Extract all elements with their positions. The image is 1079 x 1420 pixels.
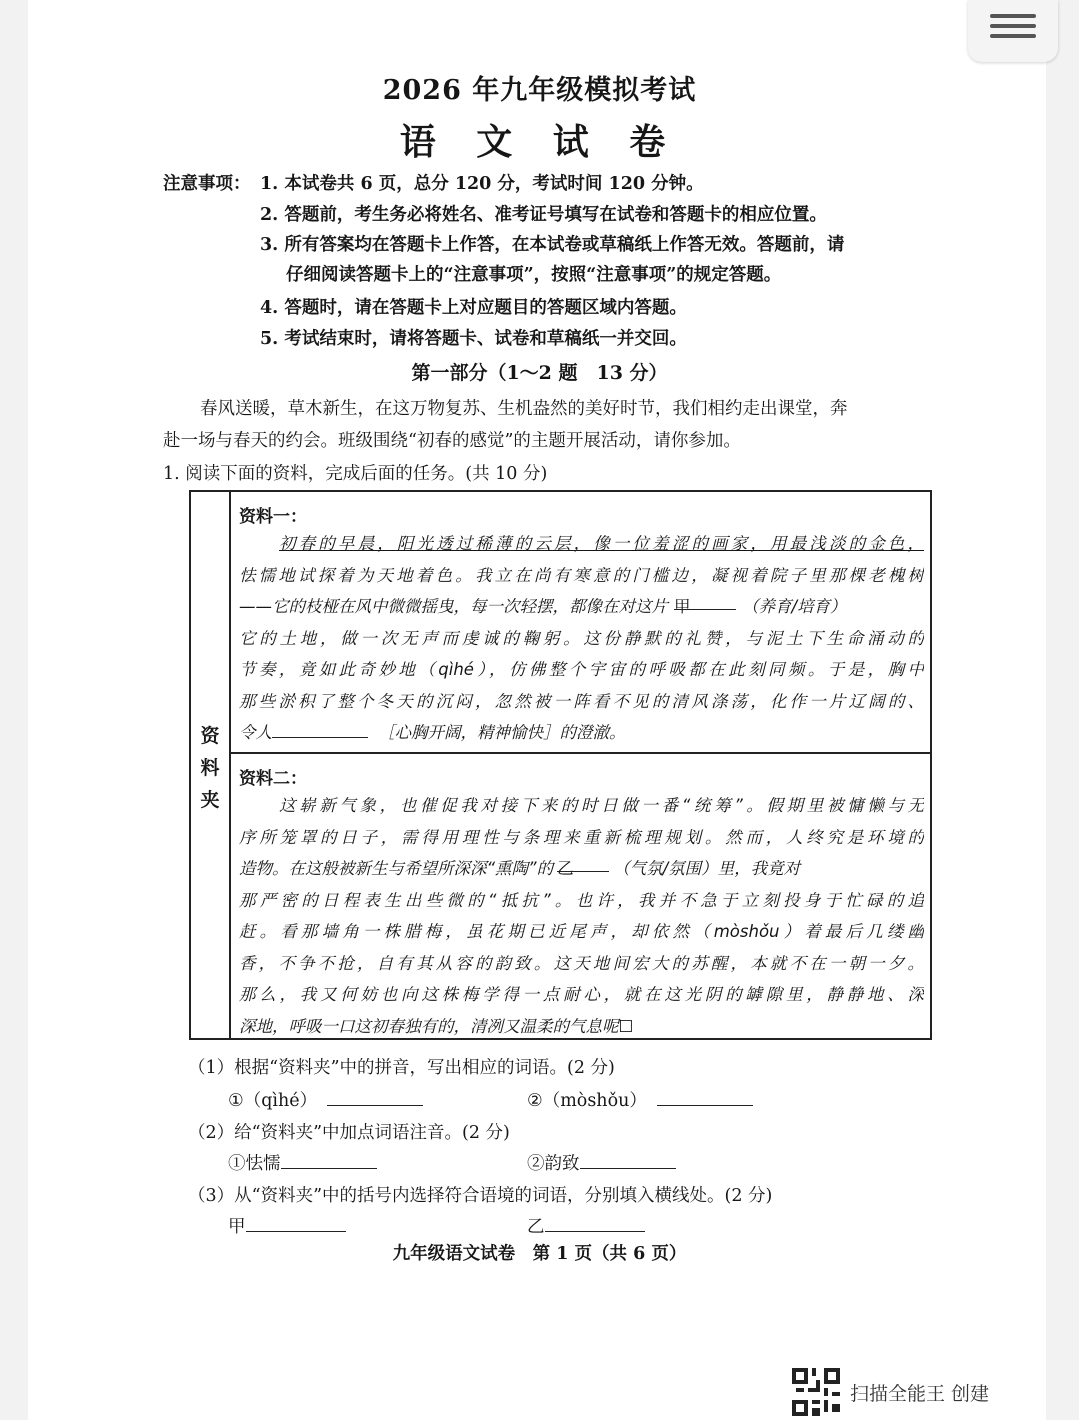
task-2-a [228,1150,377,1175]
material-1-text [239,528,924,749]
task-3: （3）从“资料夹”中的括号内选择符合语境的词语，分别填入横线处。(2 分) [188,1186,773,1206]
text-fragment: 造物。在这般被新生与希望所深深“熏陶”的 [239,859,554,878]
text-line: 怯懦地试探着为天地着色。我立在尚有寒意的门槛边，凝视着院子里那棵老槐树 [239,565,924,585]
text-line: 赶。看那墙角一株腊梅，虽花期已近尾声，却依然（mòshǒu）着最后几缕幽 [239,922,924,941]
text-line [239,591,924,623]
end-mark: ☐ [618,1016,634,1036]
material-2-text [239,790,924,1042]
intro-line: 赴一场与春天的约会。班级围绕“初春的感觉”的主题开展活动，请你参加。 [163,431,741,451]
notice-item: 5. 考试结束时，请将答题卡、试卷和草稿纸一并交回。 [260,329,687,349]
column-divider [229,492,231,1038]
watermark-text: 扫描全能王 创建 [850,1383,990,1405]
text-line: 这崭新气象，也催促我对接下来的时日做一番“统筹”。假期里被慵懒与无 [279,796,924,815]
section-title: 第一部分（1～2 题 13 分） [411,362,668,384]
answer-blank[interactable] [545,1213,645,1232]
menu-button[interactable] [968,0,1058,62]
answer-blank[interactable] [281,1150,377,1169]
question-1: 1. 阅读下面的资料，完成后面的任务。(共 10 分) [163,464,548,484]
qr-code-icon [792,1368,840,1416]
blank-label: 乙 [557,859,574,878]
text-line: 初春的早晨，阳光透过稀薄的云层，像一位羞涩的画家，用最浅淡的金色， [279,534,924,553]
text-fragment: 令人 [239,723,272,742]
folder-label: 资料夹 [200,725,220,811]
blank-yi [557,853,609,878]
notice-item: 4. 答题时，请在答题卡上对应题目的答题区域内答题。 [260,298,687,318]
text-line [239,853,924,885]
task-label: 乙 [527,1217,545,1237]
notice-item: 2. 答题前，考生务必将姓名、准考证号填写在试卷和答题卡的相应位置。 [260,205,827,225]
text-line [239,717,924,749]
text-fragment: （气氛/氛围）里，我竟对 [613,859,801,878]
text-line: 那些淤积了整个冬天的沉闷，忽然被一阵看不见的清风涤荡，化作一片辽阔的、 [239,691,924,711]
text-fragment: ——它的枝桠在风中微微摇曳，每一次轻摆，都像在对这片 [239,597,668,616]
notice-item: 1. 本试卷共 6 页，总分 120 分，考试时间 120 分钟。 [260,174,704,194]
task-1-b [527,1087,753,1112]
task-3-b [527,1213,645,1238]
text-line: 节奏，竟如此奇妙地（qìhé），仿佛整个宇宙的呼吸都在此刻同频。于是，胸中 [239,660,924,679]
text-fragment: （养育/培育） [742,597,847,616]
menu-icon [990,34,1036,38]
text-line: 序所笼罩的日子，需得用理性与条理来重新梳理规划。然而，人终究是环境的 [239,827,924,847]
text-line: 它的土地，做一次无声而虔诚的鞠躬。这份静默的礼赞，与泥土下生命涌动的 [239,628,924,648]
page-footer: 九年级语文试卷 第 1 页（共 6 页） [392,1244,687,1264]
menu-icon [990,24,1036,28]
text-fragment: 深地，呼吸一口这初春独有的，清冽又温柔的气息呢 [239,1016,619,1036]
answer-blank[interactable] [327,1087,423,1106]
text-line: 香，不争不抢，自有其从容的韵致。这天地间宏大的苏醒，本就不在一朝一夕。 [239,953,924,973]
notice-item: 3. 所有答案均在答题卡上作答，在本试卷或草稿纸上作答无效。答题前，请 [260,235,845,255]
answer-blank[interactable] [246,1213,346,1232]
subject-title: 语 文 试 卷 [399,121,680,163]
material-2-title: 资料二： [239,769,307,789]
text-fragment: ［心胸开阔，精神愉快］的澄澈。 [378,723,626,742]
task-3-a [228,1213,346,1238]
answer-blank[interactable] [657,1087,753,1106]
menu-icon [990,14,1036,18]
text-line: 那么，我又何妨也向这株梅学得一点耐心，就在这光阴的罅隙里，静静地、深 [239,985,924,1004]
task-2: （2）给“资料夹”中加点词语注音。(2 分) [188,1123,510,1143]
answer-blank[interactable] [580,1150,676,1169]
task-label: ②韵致 [527,1154,580,1174]
task-label: ②（mòshǒu） [527,1091,647,1111]
intro-line: 春风送暖，草木新生，在这万物复苏、生机盎然的美好时节，我们相约走出课堂，奔 [200,399,848,419]
material-1-title: 资料一： [239,507,307,527]
task-label: ①怯懦 [228,1154,281,1174]
blank-line [272,719,368,738]
task-1: （1）根据“资料夹”中的拼音，写出相应的词语。(2 分) [188,1058,615,1078]
blank-label: 甲 [674,597,691,616]
task-label: ①（qìhé） [228,1091,318,1111]
task-label: 甲 [228,1217,246,1237]
blank-jia [674,591,736,616]
notice-label: 注意事项： [163,174,251,194]
exam-title: 2026 年九年级模拟考试 [382,75,697,106]
material-divider [231,752,932,754]
task-1-a [228,1087,423,1112]
notice-item: 仔细阅读答题卡上的“注意事项”，按照“注意事项”的规定答题。 [286,265,782,285]
text-line [239,1011,924,1043]
text-line: 那严密的日程表生出些微的“抵抗”。也许，我并不急于立刻投身于忙碌的追 [239,890,924,910]
task-2-b [527,1150,676,1175]
